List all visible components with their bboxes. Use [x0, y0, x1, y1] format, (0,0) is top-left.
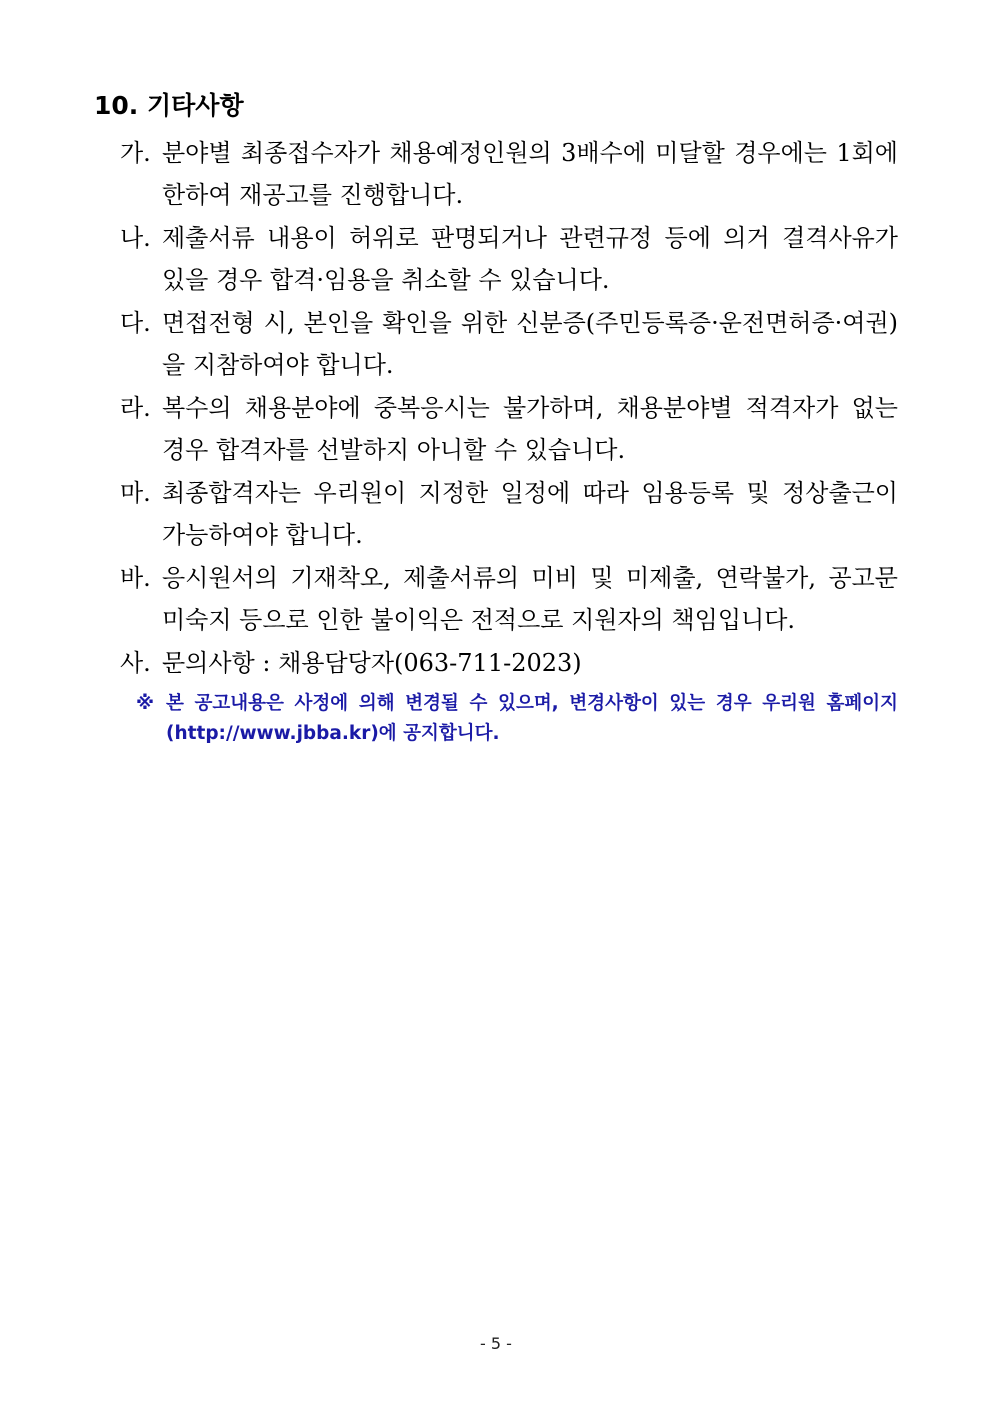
list-item — [120, 472, 898, 556]
item-marker: 가. — [120, 139, 151, 167]
item-marker: 바. — [120, 564, 151, 592]
item-text: 최종합격자는 우리원이 지정한 일정에 따라 임용등록 및 정상출근이 가능하여야 합니다. — [162, 479, 898, 549]
notice-text: 본 공고내용은 사정에 의해 변경될 수 있으며, 변경사항이 있는 경우 우리원 홈페이지(http://www.jbba.kr)에 공지합니다. — [166, 693, 898, 744]
notice-item-list — [120, 132, 898, 685]
list-item — [120, 302, 898, 386]
list-item — [120, 132, 898, 216]
list-item — [120, 387, 898, 471]
section-title: 10. 기타사항 — [94, 91, 244, 120]
item-text: 분야별 최종접수자가 채용예정인원의 3배수에 미달할 경우에는 1회에 한하여 재공고를 진행합니다. — [162, 139, 898, 209]
list-item — [120, 642, 898, 684]
list-item — [120, 217, 898, 301]
item-marker: 사. — [120, 649, 151, 677]
item-marker: 나. — [120, 224, 151, 252]
item-text: 복수의 채용분야에 중복응시는 불가하며, 채용분야별 적격자가 없는 경우 합격자를 선발하지 아니할 수 있습니다. — [162, 394, 898, 464]
item-marker: 마. — [120, 479, 151, 507]
item-text: 응시원서의 기재착오, 제출서류의 미비 및 미제출, 연락불가, 공고문 미숙지 등으로 인한 불이익은 전적으로 지원자의 책임입니다. — [162, 564, 898, 634]
page-number: - 5 - — [480, 1334, 512, 1353]
list-item — [120, 557, 898, 641]
change-notice — [136, 689, 898, 749]
item-text: 면접전형 시, 본인을 확인을 위한 신분증(주민등록증·운전면허증·여권)을 지참하여야 합니다. — [162, 309, 898, 379]
item-marker: 라. — [120, 394, 151, 422]
item-marker: 다. — [120, 309, 151, 337]
reference-mark-icon: ※ — [136, 693, 154, 714]
item-text: 문의사항 : 채용담당자(063-711-2023) — [162, 649, 582, 677]
item-text: 제출서류 내용이 허위로 판명되거나 관련규정 등에 의거 결격사유가 있을 경우 합격·임용을 취소할 수 있습니다. — [162, 224, 898, 294]
